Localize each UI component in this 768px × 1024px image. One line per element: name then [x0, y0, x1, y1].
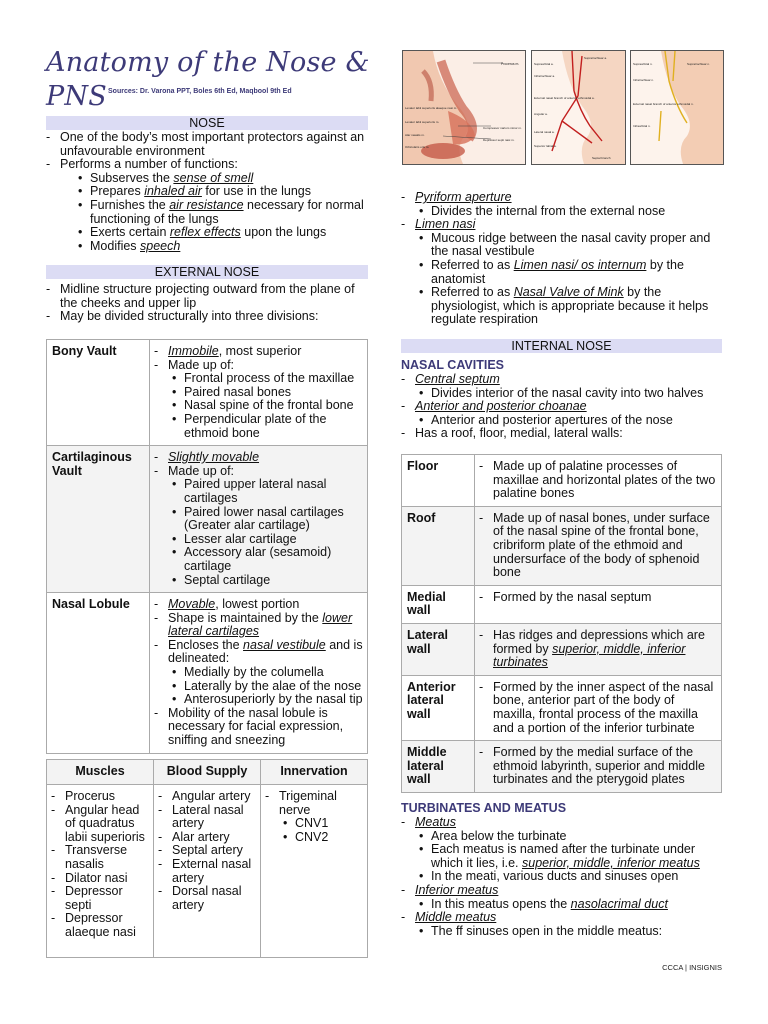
- text: by the anatomist: [431, 257, 684, 286]
- list-item: [154, 465, 363, 587]
- text: necessary for normal functioning of the lungs: [90, 197, 364, 226]
- table-row: [47, 785, 368, 958]
- walls-table: [401, 454, 722, 793]
- underlined-term: sense of smell: [173, 170, 254, 185]
- underlined-term: reflex effects: [169, 225, 241, 240]
- nasal-lobule-label: Nasal Lobule: [47, 593, 150, 754]
- innervation-header: Innervation: [261, 760, 368, 785]
- anterior-lateral-wall-label: Anterior lateral wall: [402, 675, 475, 740]
- function-item: [74, 172, 368, 186]
- lateral-wall-label: Lateral wall: [402, 623, 475, 675]
- list-item: [401, 400, 723, 427]
- text: Made up of:: [168, 463, 235, 478]
- text: for use in the lungs: [201, 184, 311, 199]
- muscles-header: Muscles: [47, 760, 154, 785]
- list-item: • Paired lower nasal cartilages (Greater alar cartilage): [168, 506, 363, 533]
- list-item: [479, 629, 717, 670]
- text: Exerts certain: [90, 225, 170, 240]
- underlined-term: superior, middle, inferior turbinates: [493, 641, 686, 670]
- external-item: - Midline structure projecting outward from the plane of the cheeks and upper lip: [46, 283, 368, 310]
- list-item: • Perpendicular plate of the ethmoid bone: [168, 413, 363, 440]
- list-item: - External nasal artery: [158, 858, 256, 885]
- face-arteries-illustration: [532, 51, 625, 164]
- list-item: • Medially by the columella: [168, 666, 363, 680]
- text: Has ridges and depressions which are formed by: [493, 627, 705, 656]
- underlined-term: nasal vestibule: [243, 637, 326, 652]
- underlined-term: Nasal Valve of Mink: [513, 285, 624, 300]
- list-item: • Lesser alar cartilage: [168, 533, 363, 547]
- underlined-term: inhaled air: [144, 184, 202, 199]
- list-item: - Made up of palatine processes of maxillae and horizontal plates of the two palatine bones: [479, 460, 717, 501]
- list-item: • CNV1: [279, 817, 363, 831]
- list-item: - Procerus: [51, 790, 149, 804]
- list-item: [154, 359, 363, 441]
- list-item: - Mobility of the nasal lobule is necessary for facial expression, sniffing and sneezing: [154, 707, 363, 748]
- underlined-term: Pyriform aperture: [415, 190, 512, 204]
- underlined-term: speech: [140, 238, 181, 253]
- function-item: [74, 185, 368, 199]
- table-row: [402, 585, 722, 623]
- floor-content: [475, 455, 722, 507]
- table-row: [47, 340, 368, 446]
- list-item: [401, 373, 723, 400]
- text: upon the lungs: [240, 225, 327, 240]
- text: Each meatus is named after the turbinate under which it lies, i.e.: [431, 842, 696, 870]
- muscles-cell: [47, 785, 154, 958]
- fig2-label: Supraorbital a.: [534, 62, 554, 66]
- external-nose-heading: EXTERNAL NOSE: [46, 265, 368, 279]
- lateral-wall-content: [475, 623, 722, 675]
- list-item: [415, 898, 723, 912]
- turbinates-heading: TURBINATES AND MEATUS: [401, 801, 567, 815]
- underlined-term: Middle meatus: [415, 910, 497, 925]
- fig1-label: Orbicularis oris m.: [405, 145, 430, 149]
- bony-vault-content: [150, 340, 368, 446]
- fig2-label: Lateral nasal a.: [534, 130, 555, 134]
- list-item: [415, 259, 723, 286]
- list-item: • Accessory alar (sesamoid) cartilage: [168, 546, 363, 573]
- underlined-term: Movable: [168, 597, 216, 612]
- face-nerves-illustration: [631, 51, 723, 164]
- fig2-label: Superior labial a.: [534, 144, 557, 148]
- fig3-label: External nasal branch of anterior ethmoidal n.: [633, 102, 694, 106]
- list-item: [401, 816, 723, 884]
- cartilaginous-vault-content: [150, 446, 368, 593]
- table-row: [402, 623, 722, 675]
- function-item: [74, 199, 368, 226]
- function-item: [74, 226, 368, 240]
- list-item: - Angular head of quadratus labii superioris: [51, 804, 149, 845]
- roof-content: [475, 506, 722, 585]
- underlined-term: air resistance: [169, 197, 244, 212]
- underlined-term: Limen nasi/ os internum: [513, 257, 647, 272]
- fig3-label: Supratrochlear n.: [687, 62, 711, 66]
- list-item: - Dilator nasi: [51, 872, 149, 886]
- text: , most superior: [218, 344, 302, 358]
- list-item: - Made up of nasal bones, under surface of the nasal spine of the frontal bone, cribriform plate of the ethmoid and undersurface of the body of sphenoid bone: [479, 512, 717, 580]
- text: Furnishes the: [90, 197, 170, 212]
- table-row: [402, 675, 722, 740]
- nose-item: [46, 131, 368, 158]
- roof-label: Roof: [402, 506, 475, 585]
- fig3-label: Infratrochlear n.: [633, 78, 655, 82]
- fig2-label: Infratrochlear a.: [534, 74, 556, 78]
- nose-nerves-figure: [630, 50, 724, 165]
- list-item: - Depressor alaeque nasi: [51, 912, 149, 939]
- list-item: • Paired upper lateral nasal cartilages: [168, 478, 363, 505]
- list-item: - Dorsal nasal artery: [158, 885, 256, 912]
- fig3-label: Supraorbital n.: [633, 62, 653, 66]
- underlined-term: Immobile: [168, 344, 219, 358]
- fig1-label: Procerus m.: [501, 62, 520, 66]
- text: Shape is maintained by the: [168, 610, 323, 625]
- list-item: [415, 843, 723, 870]
- list-item: • The ff sinuses open in the middle meatus:: [415, 925, 723, 939]
- list-item: [415, 286, 723, 327]
- list-item: • Nasal spine of the frontal bone: [168, 399, 363, 413]
- list-item: [154, 451, 363, 465]
- underlined-term: Limen nasi: [415, 217, 476, 232]
- list-item: • In the meati, various ducts and sinuses open: [415, 870, 723, 884]
- cartilaginous-vault-label: Cartilaginous Vault: [47, 446, 150, 593]
- nose-item-text: Performs a number of functions:: [60, 157, 238, 172]
- nasal-cavities-section: [401, 373, 723, 441]
- list-item: [401, 191, 723, 218]
- list-item: • Septal cartilage: [168, 574, 363, 588]
- fig2-label: Supratrochlear a.: [584, 56, 608, 60]
- muscles-table: [46, 759, 368, 958]
- list-item: - Depressor septi: [51, 885, 149, 912]
- list-item: • Divides interior of the nasal cavity into two halves: [415, 387, 723, 401]
- table-header-row: [47, 760, 368, 785]
- text: , lowest portion: [215, 597, 300, 612]
- innervation-cell: [261, 785, 368, 958]
- list-item: • Laterally by the alae of the nose: [168, 680, 363, 694]
- text: Encloses the: [168, 637, 244, 652]
- underlined-term: Anterior and posterior choanae: [415, 399, 587, 414]
- list-item: - Septal artery: [158, 844, 256, 858]
- list-item: [401, 884, 723, 911]
- list-item: • Mucous ridge between the nasal cavity proper and the nasal vestibule: [415, 232, 723, 259]
- face-muscles-illustration: [403, 51, 525, 164]
- underlined-term: lower lateral cartilages: [168, 610, 353, 639]
- nose-item-text: One of the body’s most important protectors against an unfavourable environment: [60, 130, 365, 158]
- text: Referred to as: [431, 285, 514, 300]
- list-item: [154, 639, 363, 707]
- underlined-term: Slightly movable: [168, 450, 260, 465]
- list-item: • Frontal process of the maxillae: [168, 372, 363, 386]
- list-item: - Lateral nasal artery: [158, 804, 256, 831]
- middle-lateral-wall-label: Middle lateral wall: [402, 741, 475, 793]
- list-item: • Area below the turbinate: [415, 830, 723, 844]
- list-item: • Anterosuperiorly by the nasal tip: [168, 693, 363, 707]
- underlined-term: Central septum: [415, 372, 500, 386]
- table-row: [402, 455, 722, 507]
- vault-table: [46, 339, 368, 754]
- list-item: [401, 911, 723, 938]
- underlined-term: superior, middle, inferior meatus: [522, 855, 700, 870]
- list-item: • Anterior and posterior apertures of the nose: [415, 414, 723, 428]
- middle-lateral-wall-content: [475, 741, 722, 793]
- floor-label: Floor: [402, 455, 475, 507]
- text: Modifies: [90, 238, 141, 253]
- list-item: - Formed by the medial surface of the ethmoid labyrinth, superior and middle turbinates and the pterygoid plates: [479, 746, 717, 787]
- fig1-label: Compressor narium minor m.: [483, 126, 522, 130]
- list-item: - Alar artery: [158, 831, 256, 845]
- fig3-label: Infraorbital n.: [633, 124, 651, 128]
- fig2-label: External nasal branch of anterior ethmoidal a.: [534, 96, 595, 100]
- external-nose-section: [46, 283, 368, 324]
- list-item: - Transverse nasalis: [51, 844, 149, 871]
- footer: CCCA | INSIGNIS: [662, 963, 722, 972]
- list-item: - Formed by the inner aspect of the nasal bone, anterior part of the body of maxilla, frontal process of the maxilla and a portion of the inferior turbinate: [479, 681, 717, 735]
- text: In this meatus opens the: [431, 896, 571, 911]
- nose-item: [46, 158, 368, 253]
- external-item: - May be divided structurally into three divisions:: [46, 310, 368, 324]
- nasal-lobule-content: [150, 593, 368, 754]
- medial-wall-label: Medial wall: [402, 585, 475, 623]
- list-item: - Has a roof, floor, medial, lateral walls:: [401, 427, 723, 441]
- aperture-section: [401, 191, 723, 327]
- fig1-label: Depressor septi nasi m.: [483, 138, 515, 142]
- text: Prepares: [90, 184, 145, 199]
- table-row: [402, 741, 722, 793]
- text: by the physiologist, which is appropriate because it helps regulate respiration: [431, 285, 709, 327]
- internal-nose-heading: INTERNAL NOSE: [401, 339, 722, 353]
- bony-vault-label: Bony Vault: [47, 340, 150, 446]
- nose-arteries-figure: [531, 50, 626, 165]
- fig1-label: Alar nasalis m.: [405, 133, 425, 137]
- fig1-label: Levator labii superioris alaeque nasi m.: [405, 106, 458, 110]
- table-row: [47, 446, 368, 593]
- underlined-term: nasolacrimal duct: [570, 896, 668, 911]
- list-item: • Divides the internal from the external nose: [415, 205, 723, 219]
- list-item: [401, 218, 723, 327]
- list-item: - Formed by the nasal septum: [479, 591, 717, 605]
- blood-supply-header: Blood Supply: [154, 760, 261, 785]
- blood-supply-cell: [154, 785, 261, 958]
- table-row: [402, 506, 722, 585]
- text: and is delineated:: [168, 637, 363, 666]
- list-item: - Angular artery: [158, 790, 256, 804]
- page-title: Anatomy of the Nose & PNS: [46, 47, 370, 112]
- anterior-lateral-wall-content: [475, 675, 722, 740]
- turbinates-section: [401, 816, 723, 938]
- list-item: [265, 790, 363, 844]
- fig2-label: Septal branch: [592, 156, 611, 160]
- list-item: • Paired nasal bones: [168, 386, 363, 400]
- sources-line: Sources: Dr. Varona PPT, Boles 6th Ed, Maqbool 9th Ed: [108, 88, 292, 95]
- list-item: [154, 612, 363, 639]
- fig1-label: Levator labii superioris m.: [405, 120, 440, 124]
- nose-heading: NOSE: [46, 116, 368, 130]
- nose-muscles-figure: [402, 50, 526, 165]
- list-item: [154, 598, 363, 612]
- nasal-cavities-heading: NASAL CAVITIES: [401, 358, 505, 372]
- nose-section: [46, 131, 368, 253]
- underlined-term: Inferior meatus: [415, 882, 499, 897]
- underlined-term: Meatus: [415, 815, 456, 829]
- text: Subserves the: [90, 170, 174, 185]
- function-item: [74, 240, 368, 254]
- text: Referred to as: [431, 257, 514, 272]
- list-item: • CNV2: [279, 831, 363, 845]
- fig2-label: Angular a.: [534, 112, 548, 116]
- list-item: [154, 345, 363, 359]
- medial-wall-content: [475, 585, 722, 623]
- table-row: [47, 593, 368, 754]
- text: Made up of:: [168, 357, 235, 372]
- text: Trigeminal nerve: [279, 789, 337, 817]
